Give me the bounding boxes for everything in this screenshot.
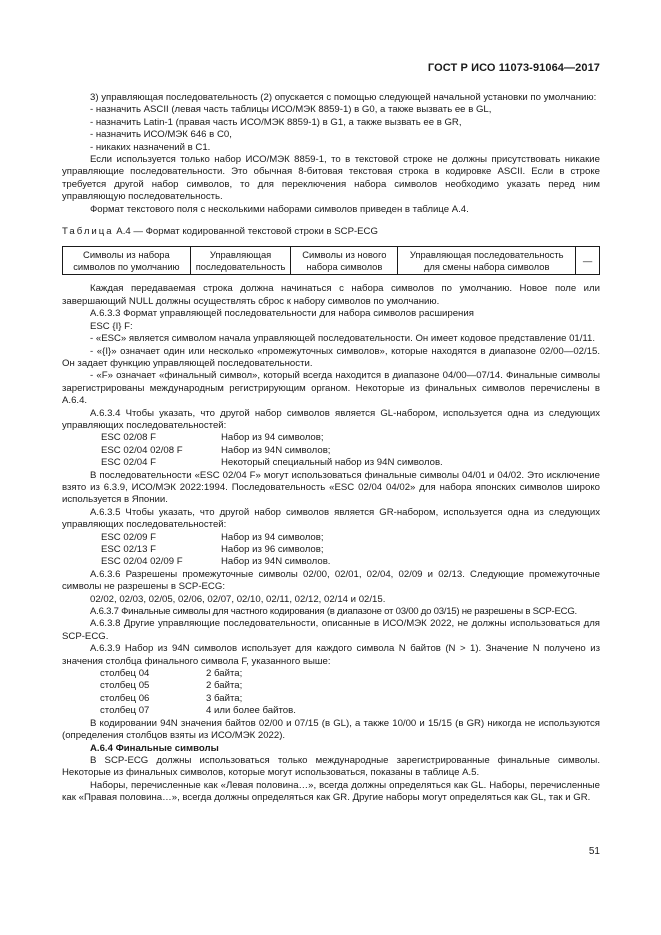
list-item: - назначить ASCII (левая часть таблицы ИСО/МЭК 8859-1) в G0, а также вызвать ее в GL,	[90, 104, 492, 116]
list-item: - назначить Latin-1 (правая часть ИСО/МЭК 8859-1) в G1, а также вызвать ее в GR,	[90, 116, 462, 128]
table-cell: —	[576, 247, 600, 275]
paragraph-default-set: Каждая передаваемая строка должна начинаться с набора символов по умолчанию. Новое поле или завершающий NULL должны осуществлять сброс к набору символов по умолчанию.	[62, 283, 600, 307]
table-cell: Управляющая последовательность для смены набора символов	[398, 247, 576, 275]
not-allowed-list: 02/02, 02/03, 02/05, 02/06, 02/07, 02/10, 02/11, 02/12, 02/14 и 02/15.	[90, 593, 386, 605]
section-a64-title: A.6.4 Финальные символы	[90, 742, 219, 754]
code-row: ESC 02/04 F Некоторый специальный набор из 94N символов.	[101, 457, 443, 469]
section-a634: A.6.3.4 Чтобы указать, что другой набор символов является GL-набором, используется одна из следующих управляющих последовательностей:	[62, 407, 600, 431]
page-number: 51	[588, 846, 600, 857]
paragraph-control-sequence-default: 3) управляющая последовательность (2) опускается с помощью следующей начальной установки по умолчанию:	[90, 92, 597, 103]
table-caption	[62, 226, 600, 238]
section-a638: A.6.3.8 Другие управляющие последовательности, описанные в ИСО/МЭК 2022, не должны использоваться для SCP-ECG.	[62, 618, 600, 642]
table-cell: Символы из нового набора символов	[291, 247, 398, 275]
paragraph-table-reference: Формат текстового поля с несколькими наборами символов приведен в таблице A.4.	[90, 203, 469, 215]
section-a633: A.6.3.3 Формат управляющей последовательности для набора символов расширения	[90, 308, 474, 320]
code-row: ESC 02/04 02/08 F Набор из 94N символов;	[101, 444, 331, 456]
column-row: столбец 04 2 байта;	[100, 668, 243, 680]
table-caption-text: A.4 — Формат кодированной текстовой строки в SCP-ECG	[113, 226, 378, 238]
escape-format: ESC {I} F:	[90, 320, 133, 332]
definition-esc: - «ESC» является символом начала управляющей последовательности. Он имеет кодовое представление 01/11.	[90, 333, 596, 345]
code-row: ESC 02/13 F Набор из 96 символов;	[101, 544, 324, 555]
section-a637: A.6.3.7 Финальные символы для частного кодирования (в диапазоне от 03/00 до 03/15) не разрешены в SCP-ECG.	[90, 606, 577, 618]
table-row	[63, 247, 600, 275]
table-cell: Символы из набора символов по умолчанию	[63, 247, 191, 275]
paragraph-sets-halves: Наборы, перечисленные как «Левая половина…», всегда должны определяться как GL. Наборы, перечисленные как «Правая половина…», всегда должны определяться как GR. Другие наборы могут определяться как GL, так и GR.	[62, 779, 600, 804]
list-item: - назначить ИСО/МЭК 646 в C0,	[90, 129, 232, 141]
section-a636: A.6.3.6 Разрешены промежуточные символы 02/00, 02/01, 02/04, 02/09 и 02/13. Следующие промежуточные символы не разрешены в SCP-ECG:	[62, 568, 600, 593]
code-row: ESC 02/09 F Набор из 94 символов;	[101, 531, 324, 543]
section-a635: A.6.3.5 Чтобы указать, что другой набор символов является GR-набором, используется одна из следующих управляющих последовательностей:	[62, 506, 600, 531]
definition-intermediate: - «{I}» означает один или несколько «промежуточных символов», которые находятся в диапазоне 02/00—02/15. Он задает функцию управляющей последовательности.	[62, 345, 600, 369]
table-caption-label: Таблица	[62, 226, 114, 238]
paragraph-iso-8859: Если используется только набор ИСО/МЭК 8859-1, то в текстовой строке не должны присутствовать никакие управляющие последовательности. Это обычная 8-битовая текстовая строка в кодировке ASCII. Если в строке требуется другой набор символов, то для переключения набора символов необходимо указать перед ним управляющую последовательность.	[62, 154, 600, 203]
document-header: ГОСТ Р ИСО 11073-91064—2017	[427, 62, 600, 74]
code-row: ESC 02/08 F Набор из 94 символов;	[101, 432, 324, 444]
section-a639: A.6.3.9 Набор из 94N символов использует для каждого символа N байтов (N > 1). Значение N получено из значения столбца финального символа F, указанного выше:	[62, 643, 600, 667]
list-item: - никаких назначений в C1.	[90, 141, 211, 153]
document-body	[62, 92, 600, 805]
paragraph-exception: В последовательности «ESC 02/04 F» могут использоваться финальные символы 04/01 и 04/02. Это исключение взято из 6.3.9, ИСО/МЭК 2022:1994. Последовательность «ESC 02/04 04/02» для набора японских символов широко используется в Японии.	[62, 469, 600, 506]
definition-final: - «F» означает «финальный символ», который всегда находится в диапазоне 04/00—07/14. Финальные символы зарегистрированы международным регистрирующим органом. Некоторые из финальных символов перечислены в A.6.4.	[62, 370, 600, 407]
column-row: столбец 06 3 байта;	[100, 692, 243, 704]
column-row: столбец 07 4 или более байтов.	[100, 705, 296, 717]
code-row: ESC 02/04 02/09 F Набор из 94N символов.	[101, 556, 331, 568]
format-table	[62, 246, 600, 275]
paragraph-final-symbols: В SCP-ECG должны использоваться только международные зарегистрированные финальные символы. Некоторые из финальных символов, которые могут использоваться, показаны в таблице A.5.	[62, 754, 600, 779]
column-row: столбец 05 2 байта;	[100, 680, 243, 692]
table-cell: Управляющая последовательность	[190, 247, 291, 275]
paragraph-94n-coding: В кодировании 94N значения байтов 02/00 и 07/15 (в GL), а также 10/00 и 15/15 (в GR) никогда не используются (определения столбцов взяты из ИСО/МЭК 2022).	[62, 717, 600, 742]
